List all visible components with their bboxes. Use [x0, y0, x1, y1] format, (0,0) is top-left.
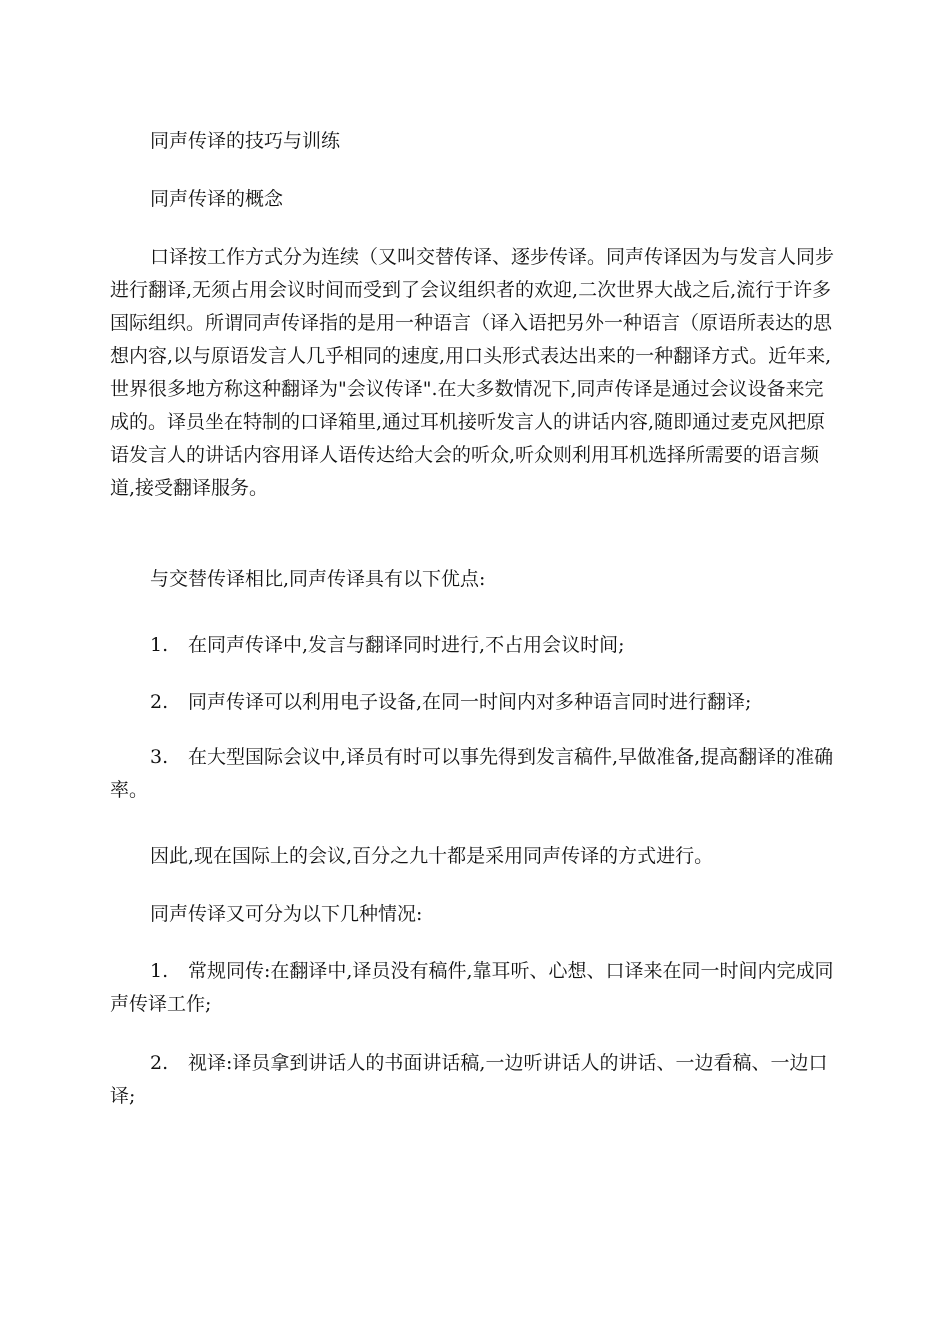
- list-item-number: 2.: [150, 1052, 169, 1074]
- list-item-number: 2.: [150, 691, 169, 713]
- intro-paragraph: 口译按工作方式分为连续（又叫交替传译、逐步传译。同声传译因为与发言人同步进行翻译,无须占用会议时间而受到了会议组织者的欢迎,二次世界大战之后,流行于许多国际组织。所谓同声传译指的是用一种语言（译入语把另外一种语言（原语所表达的思想内容,以与原语发言人几乎相同的速度,用口头形式表达出来的一种翻译方式。近年来,世界很多地方称这种翻译为"会议传译".在大多数情况下,同声传译是通过会议设备来完成的。译员坐在特制的口译箱里,通过耳机接听发言人的讲话内容,随即通过麦克风把原语发言人的讲话内容用译人语传达给大会的听众,听众则利用耳机选择所需要的语言频道,接受翻译服务。: [110, 246, 835, 499]
- list-item-number: 1.: [150, 960, 169, 982]
- list-item: [110, 955, 840, 1021]
- advantages-intro: 与交替传译相比,同声传译具有以下优点:: [150, 568, 486, 590]
- list-item: [110, 1047, 840, 1113]
- list-item-text: 同声传译可以利用电子设备,在同一时间内对多种语言同时进行翻译;: [188, 691, 752, 713]
- types-intro: 同声传译又可分为以下几种情况:: [150, 903, 423, 925]
- list-item-text: 在同声传译中,发言与翻译同时进行,不占用会议时间;: [188, 634, 625, 656]
- list-item-text: 视译:译员拿到讲话人的书面讲话稿,一边听讲话人的讲话、一边看稿、一边口译;: [110, 1052, 828, 1107]
- list-item-text: 在大型国际会议中,译员有时可以事先得到发言稿件,早做准备,提高翻译的准确率。: [110, 746, 834, 801]
- list-item-number: 1.: [150, 634, 169, 656]
- list-item-text: 常规同传:在翻译中,译员没有稿件,靠耳听、心想、口译来在同一时间内完成同声传译工作;: [110, 960, 834, 1015]
- section-heading: 同声传译的概念: [150, 188, 284, 210]
- list-item: [110, 741, 840, 807]
- document-title: 同声传译的技巧与训练: [150, 130, 341, 152]
- list-item-number: 3.: [150, 746, 169, 768]
- list-item: [110, 686, 840, 719]
- conclusion-paragraph: 因此,现在国际上的会议,百分之九十都是采用同声传译的方式进行。: [150, 845, 714, 867]
- list-item: [110, 629, 840, 662]
